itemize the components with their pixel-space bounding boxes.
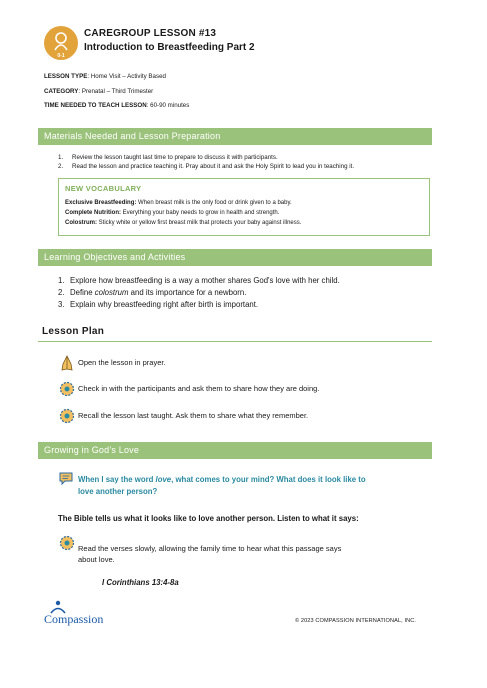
lesson-header (44, 26, 444, 66)
objectives-section-header (38, 249, 432, 266)
category-label: CATEGORY (44, 88, 79, 95)
step-text: Check in with the participants and ask them to share how they are doing. (78, 384, 320, 393)
list-item: 2. Read the lesson and practice teaching it. Pray about it and ask the Holy Spirit to lead you in teaching it. (58, 163, 355, 170)
baby-icon (44, 26, 78, 60)
vocabulary-term: Exclusive Breastfeeding: When breast milk is the only food or drink given to a baby. (65, 200, 292, 206)
growing-section-header (38, 442, 432, 459)
lesson-number: CAREGROUP LESSON #13 (84, 28, 217, 39)
lesson-plan-heading: Lesson Plan (42, 326, 105, 337)
verse-reference: I Corinthians 13:4-8a (102, 578, 179, 587)
vocabulary-term: Colostrum: Sticky white or yellow first breast milk that protects your baby against illness. (65, 220, 302, 226)
compassion-logo (44, 604, 128, 628)
bible-intro: The Bible tells us what it looks like to love another person. Listen to what it says: (58, 514, 359, 523)
vocabulary-term: Complete Nutrition: Everything your baby needs to grow in health and strength. (65, 210, 280, 216)
gear-icon (58, 534, 76, 552)
objectives-list (58, 275, 340, 311)
step-text: Open the lesson in prayer. (78, 358, 166, 367)
materials-list (58, 153, 354, 171)
praying-hands-icon (58, 354, 76, 372)
lesson-type-value: : Home Visit – Activity Based (87, 73, 166, 80)
lesson-plan-header (38, 322, 432, 342)
vocabulary-box (58, 178, 430, 236)
category (44, 88, 153, 95)
gear-icon (58, 407, 76, 425)
lesson-type (44, 73, 166, 80)
copyright: © 2023 COMPASSION INTERNATIONAL, INC. (295, 618, 417, 624)
logo-label: 0-1 (57, 53, 65, 59)
list-item: 2. Define colostrum and its importance for a newborn. (58, 288, 247, 297)
lesson-type-label: LESSON TYPE (44, 73, 88, 80)
list-item: 1. Explore how breastfeeding is a way a mother shares God's love with her child. (58, 276, 340, 285)
growing-heading: Growing in God’s Love (44, 445, 140, 455)
compassion-logo-text: Compassion (44, 612, 104, 626)
read-instruction: Read the verses slowly, allowing the family time to hear what this passage says about love. (78, 544, 342, 564)
list-item: 3. Explain why breastfeeding right after birth is important. (58, 300, 259, 309)
materials-heading: Materials Needed and Lesson Preparation (44, 131, 221, 141)
list-item: 1. Review the lesson taught last time to prepare to discuss it with participants. (58, 154, 278, 161)
question-text: When I say the word love, what comes to your mind? What does it look like to love another person? (78, 475, 366, 496)
objectives-heading: Learning Objectives and Activities (44, 252, 186, 262)
time-needed (44, 102, 189, 109)
vocabulary-title: NEW VOCABULARY (65, 184, 142, 193)
lesson-logo (44, 26, 78, 60)
speech-bubble-icon (58, 470, 76, 488)
category-value: : Prenatal – Third Trimester (78, 88, 154, 95)
time-label: TIME NEEDED TO TEACH LESSON (44, 102, 147, 109)
gear-icon (58, 380, 76, 398)
time-value: : 60-90 minutes (146, 102, 190, 109)
step-text: Recall the lesson last taught. Ask them to share what they remember. (78, 411, 309, 420)
materials-section-header (38, 128, 432, 145)
lesson-title: Introduction to Breastfeeding Part 2 (84, 42, 255, 53)
